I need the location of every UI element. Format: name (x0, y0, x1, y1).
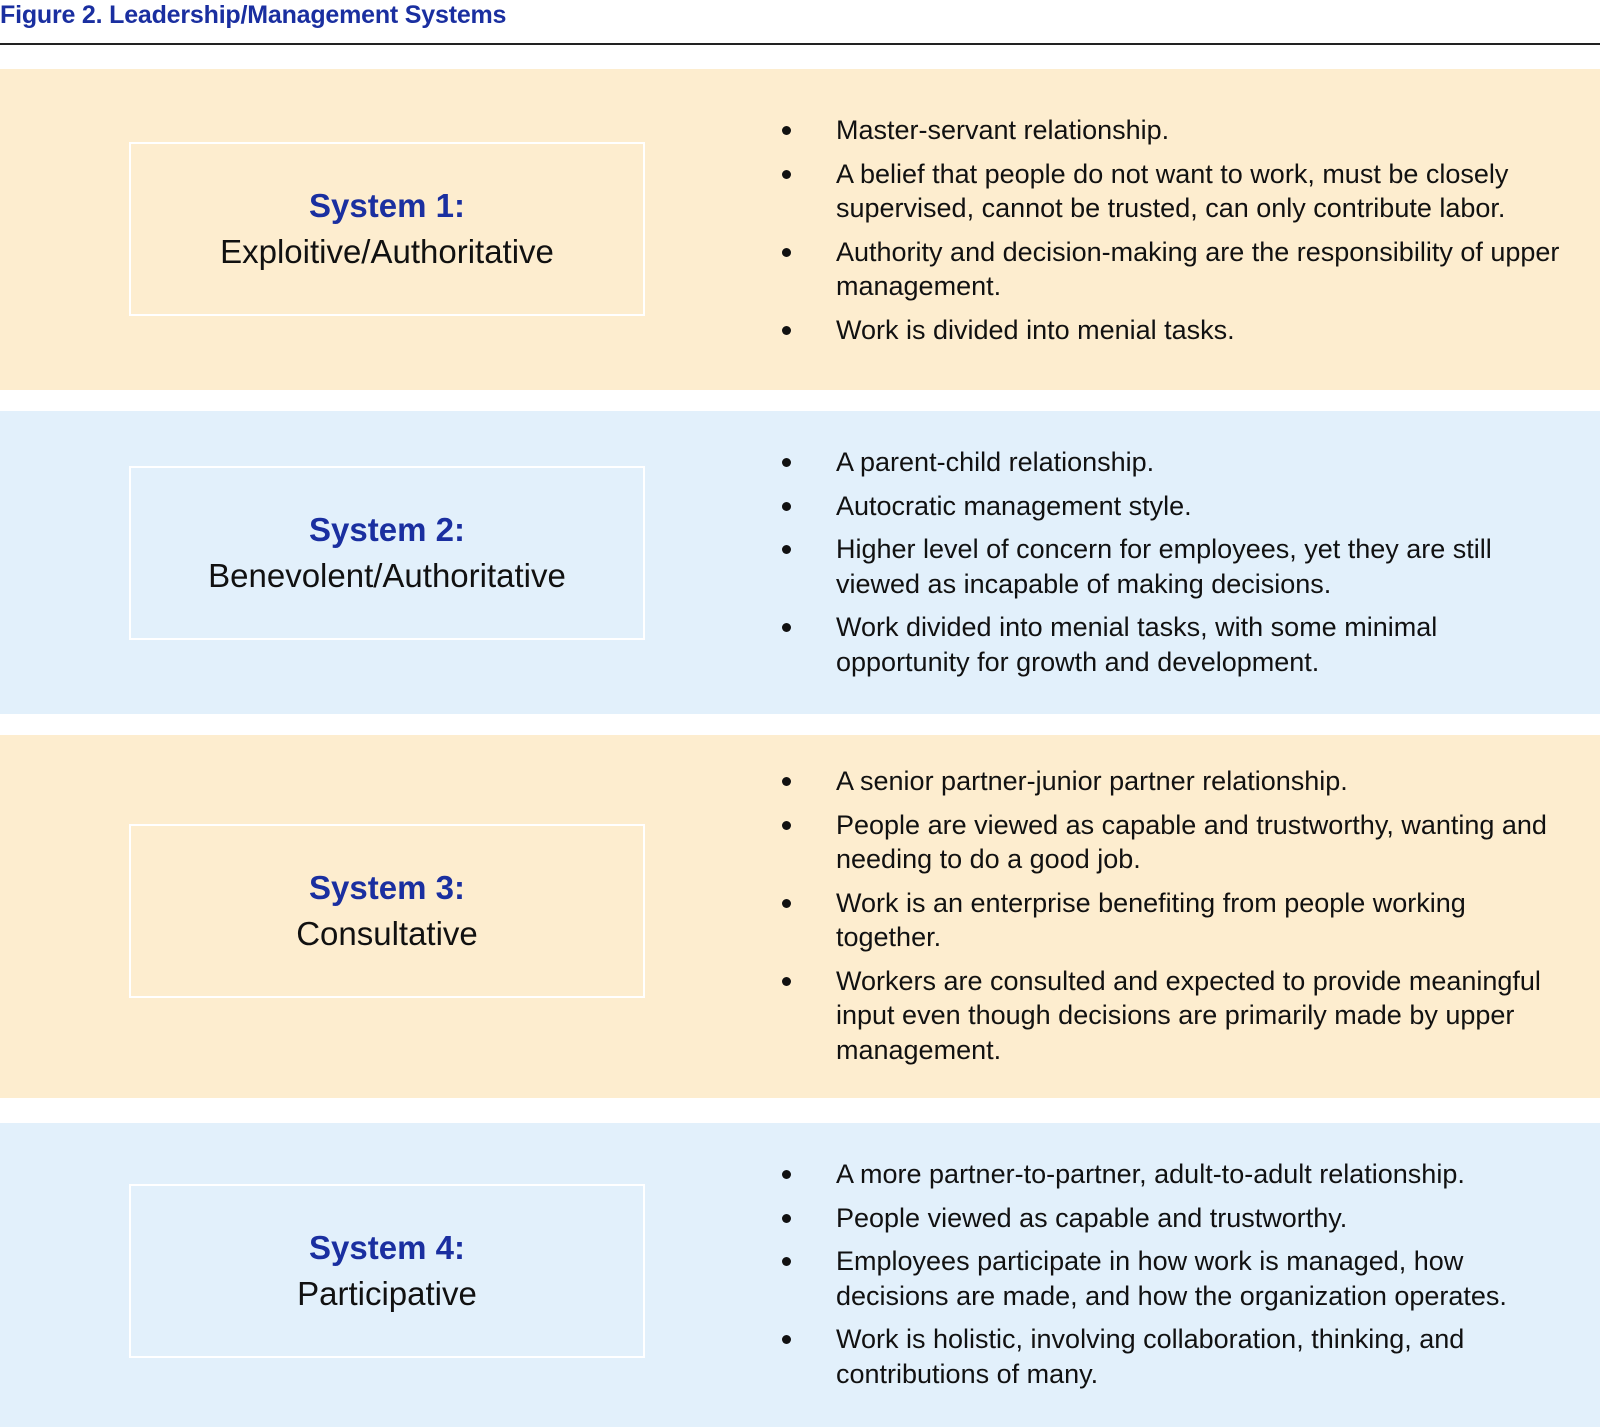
bullet-icon (782, 545, 791, 554)
list-item: People viewed as capable and trustworthy. (772, 1201, 1572, 1236)
system-4-bullet-list (772, 1157, 1572, 1391)
bullet-icon (782, 623, 791, 632)
system-2-label-box (129, 466, 645, 640)
system-1-name: Exploitive/Authoritative (220, 233, 554, 270)
list-item: Work is an enterprise benefiting from people working together. (772, 886, 1572, 955)
bullet-icon (782, 821, 791, 830)
bullet-icon (782, 777, 791, 786)
list-item: Work is divided into menial tasks. (772, 313, 1572, 348)
system-3-number: System 3: (309, 869, 465, 906)
list-item: Master-servant relationship. (772, 113, 1572, 148)
list-item: Workers are consulted and expected to provide meaningful input even though decisions are primarily made by upper management. (772, 964, 1572, 1068)
list-item: Autocratic management style. (772, 489, 1572, 524)
system-2-panel (0, 411, 1600, 714)
system-2-number: System 2: (309, 511, 465, 548)
system-4-name: Participative (297, 1275, 477, 1312)
list-item: Higher level of concern for employees, yet they are still viewed as incapable of making decisions. (772, 532, 1572, 601)
bullet-icon (782, 326, 791, 335)
list-item: A belief that people do not want to work, must be closely supervised, cannot be trusted, can only contribute labor. (772, 157, 1572, 226)
list-item: Work is holistic, involving collaboration, thinking, and contributions of many. (772, 1322, 1572, 1391)
bullet-icon (782, 899, 791, 908)
system-3-name: Consultative (296, 915, 478, 952)
system-2-name: Benevolent/Authoritative (208, 557, 566, 594)
system-4-panel (0, 1123, 1600, 1427)
list-item: Authority and decision-making are the responsibility of upper management. (772, 235, 1572, 304)
system-3-label-box (129, 824, 645, 998)
system-1-label-box (129, 142, 645, 316)
bullet-icon (782, 1214, 791, 1223)
system-2-bullet-list (772, 445, 1572, 679)
bullet-icon (782, 126, 791, 135)
bullet-icon (782, 458, 791, 467)
list-item: A parent-child relationship. (772, 445, 1572, 480)
system-1-bullet-list (772, 113, 1572, 347)
system-1-number: System 1: (309, 187, 465, 224)
bullet-icon (782, 1335, 791, 1344)
figure-title: Figure 2. Leadership/Management Systems (0, 1, 507, 29)
list-item: A more partner-to-partner, adult-to-adult relationship. (772, 1157, 1572, 1192)
bullet-icon (782, 248, 791, 257)
bullet-icon (782, 1170, 791, 1179)
system-1-panel (0, 69, 1600, 390)
bullet-icon (782, 1257, 791, 1266)
system-3-panel (0, 735, 1600, 1098)
bullet-icon (782, 977, 791, 986)
system-4-label-box (129, 1184, 645, 1358)
title-rule (0, 43, 1600, 45)
list-item: Work divided into menial tasks, with some minimal opportunity for growth and development. (772, 610, 1572, 679)
system-3-bullet-list (772, 764, 1572, 1067)
system-4-number: System 4: (309, 1229, 465, 1266)
bullet-icon (782, 502, 791, 511)
list-item: A senior partner-junior partner relationship. (772, 764, 1572, 799)
list-item: Employees participate in how work is managed, how decisions are made, and how the organization operates. (772, 1244, 1572, 1313)
list-item: People are viewed as capable and trustworthy, wanting and needing to do a good job. (772, 808, 1572, 877)
bullet-icon (782, 170, 791, 179)
